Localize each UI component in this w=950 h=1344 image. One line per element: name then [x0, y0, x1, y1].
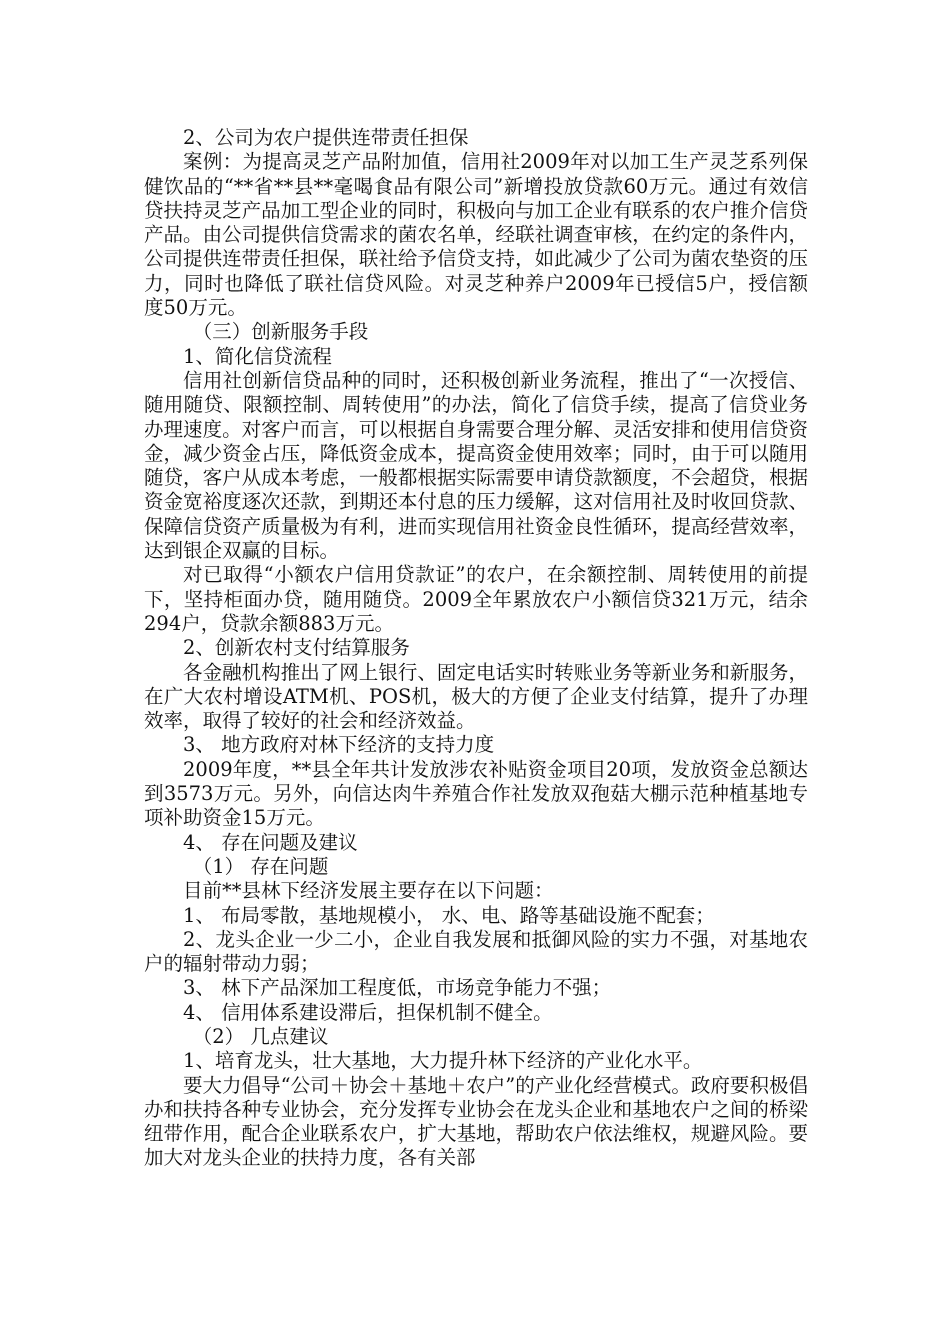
list-item-problem-1: 1、 布局零散，基地规模小， 水、电、路等基础设施不配套；	[183, 903, 715, 927]
paragraph-credit-process: 信用社创新信贷品种的同时，还积极创新业务流程，推出了“一次授信、随用随贷、限额控制、周转使用”的办法，简化了信贷手续，提高了信贷业务办理速度。对客户而言，可以根据自身需要合理分解、灵活安排和使用信贷资金，减少资金占压，降低资金成本，提高资金使用效率；同时，由于可以随用随贷，客户从成本考虑，一般都根据实际需要申请贷款额度，不会超贷，根据资金宽裕度逐次还款，到期还本付息的压力缓解，这对信用社及时收回贷款、保障信贷资产质量极为有利，进而实现信用社资金良性循环，提高经营效率，达到银企双赢的目标。	[144, 368, 808, 563]
subheading-suggestions: （2） 几点建议	[192, 1024, 329, 1048]
list-item-problem-2: 2、龙头企业一少二小，企业自我发展和抵御风险的实力不强，对基地农户的辐射带动力弱；	[144, 927, 808, 976]
list-item-problem-3: 3、 林下产品深加工程度低，市场竞争能力不强；	[183, 976, 612, 1000]
heading-government-support: 3、 地方政府对林下经济的支持力度	[183, 733, 495, 757]
paragraph-government-support: 2009年度，**县全年共计发放涉农补贴资金项目20项，发放资金总额达到3573万元。另外，向信达肉牛养殖合作社发放双孢菇大棚示范种植基地专项补助资金15万元。	[144, 757, 808, 830]
paragraph-case-study: 案例：为提高灵芝产品附加值，信用社2009年对以加工生产灵芝系列保健饮品的“**省**县**毫喝食品有限公司”新增投放贷款60万元。通过有效信贷扶持灵芝产品加工型企业的同时，积极向与加工企业有联系的农户推介信贷产品。由公司提供信贷需求的菌农名单，经联社调查审核，在约定的条件内，公司提供连带责任担保，联社给予信贷支持，如此减少了公司为菌农垫资的压力，同时也降低了联社信贷风险。对灵芝种养户2009年已授信5户，授信额度50万元。	[144, 150, 808, 320]
subheading-problems: （1） 存在问题	[192, 854, 329, 878]
document-body	[144, 126, 808, 1171]
heading-suggestion-1: 1、培育龙头，壮大基地，大力提升林下经济的产业化水平。	[183, 1049, 703, 1073]
heading-payment-services: 2、创新农村支付结算服务	[183, 636, 410, 660]
list-item-problem-4: 4、 信用体系建设滞后，担保机制不健全。	[183, 1000, 553, 1024]
heading-problems-suggestions: 4、 存在问题及建议	[183, 830, 358, 854]
paragraph-microcredit: 对已取得“小额农户信用贷款证”的农户，在余额控制、周转使用的前提下，坚持柜面办贷，随用随贷。2009全年累放农户小额信贷321万元，结余294户，贷款余额883万元。	[144, 563, 808, 635]
section-heading-innovation: （三）创新服务手段	[192, 320, 369, 344]
heading-simplify-process: 1、简化信贷流程	[183, 344, 332, 368]
paragraph-suggestion-1: 要大力倡导“公司＋协会＋基地＋农户”的产业化经营模式。政府要积极倡办和扶持各种专业协会，充分发挥专业协会在龙头企业和基地农户之间的桥梁纽带作用，配合企业联系农户，扩大基地，帮助农户依法维权，规避风险。要加大对龙头企业的扶持力度，各有关部	[144, 1073, 808, 1170]
paragraph-payment-services: 各金融机构推出了网上银行、固定电话实时转账业务等新业务和新服务，在广大农村增设ATM机、POS机，极大的方便了企业支付结算，提升了办理效率，取得了较好的社会和经济效益。	[144, 660, 808, 733]
paragraph-problems-intro: 目前**县林下经济发展主要存在以下问题：	[183, 879, 554, 903]
heading-guarantee: 2、公司为农户提供连带责任担保	[183, 126, 469, 149]
